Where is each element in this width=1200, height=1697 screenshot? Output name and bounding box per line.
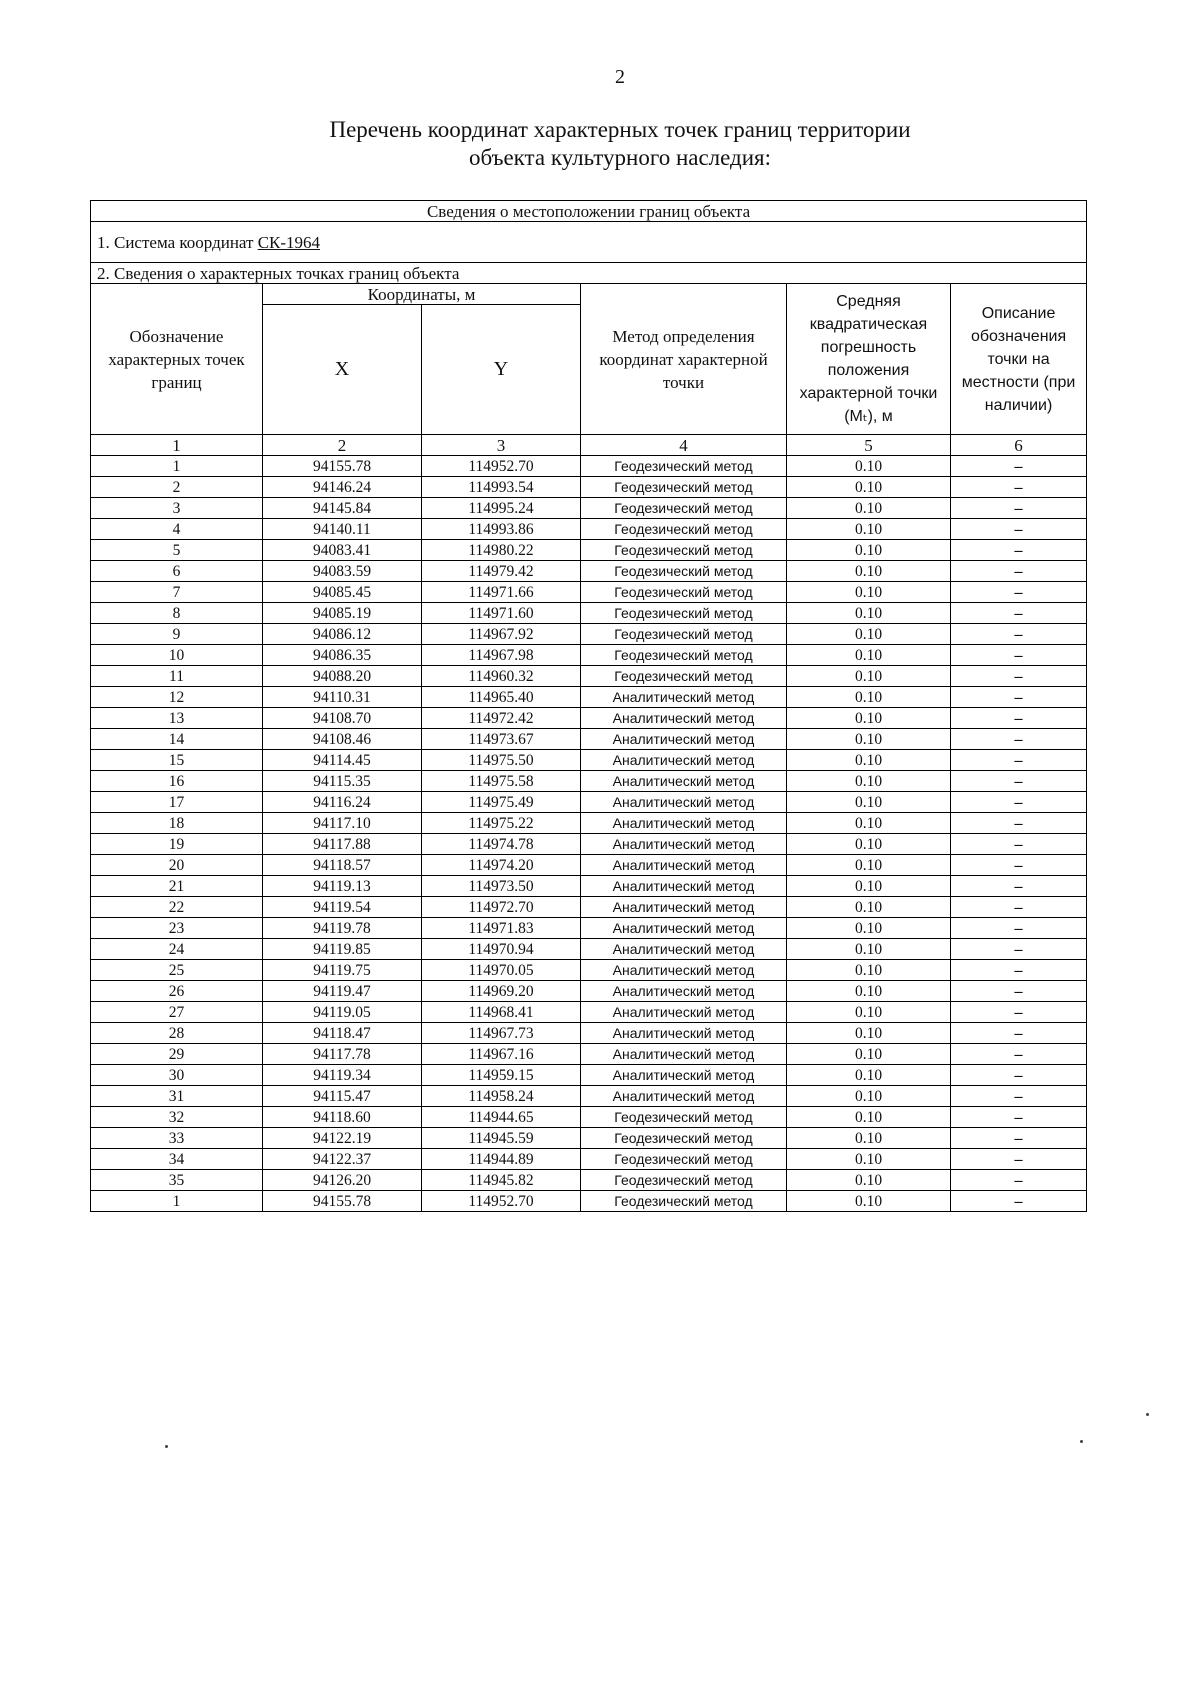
- cell-error: 0.10: [787, 687, 951, 708]
- cell-description: –: [951, 834, 1087, 855]
- table-row: [91, 918, 1087, 939]
- table-row: [91, 645, 1087, 666]
- cell-x: 94119.47: [263, 981, 422, 1002]
- cell-x: 94122.37: [263, 1149, 422, 1170]
- cell-point: 16: [91, 771, 263, 792]
- table-row: [91, 1170, 1087, 1191]
- table-row: [91, 960, 1087, 981]
- cell-description: –: [951, 1170, 1087, 1191]
- cell-x: 94119.75: [263, 960, 422, 981]
- column-numbers-row: [91, 435, 1087, 456]
- cell-description: –: [951, 939, 1087, 960]
- table-row: [91, 1128, 1087, 1149]
- coordinate-system-label: 1. Система координат: [97, 232, 258, 252]
- cell-y: 114944.65: [422, 1107, 581, 1128]
- cell-x: 94108.70: [263, 708, 422, 729]
- header-error: Средняя квадратическая погрешность положения характерной точки (Mₜ), м: [787, 284, 951, 435]
- table-row: [91, 519, 1087, 540]
- cell-error: 0.10: [787, 981, 951, 1002]
- cell-error: 0.10: [787, 624, 951, 645]
- cell-x: 94155.78: [263, 1191, 422, 1212]
- cell-x: 94117.10: [263, 813, 422, 834]
- cell-method: Аналитический метод: [581, 1002, 787, 1023]
- cell-error: 0.10: [787, 456, 951, 477]
- table-row: [91, 708, 1087, 729]
- table-row: [91, 1044, 1087, 1065]
- cell-y: 114945.59: [422, 1128, 581, 1149]
- cell-y: 114993.86: [422, 519, 581, 540]
- cell-x: 94119.34: [263, 1065, 422, 1086]
- cell-error: 0.10: [787, 1044, 951, 1065]
- cell-method: Геодезический метод: [581, 645, 787, 666]
- cell-x: 94085.45: [263, 582, 422, 603]
- cell-x: 94118.60: [263, 1107, 422, 1128]
- cell-method: Геодезический метод: [581, 561, 787, 582]
- cell-y: 114971.66: [422, 582, 581, 603]
- cell-method: Геодезический метод: [581, 582, 787, 603]
- cell-point: 13: [91, 708, 263, 729]
- cell-description: –: [951, 456, 1087, 477]
- cell-y: 114993.54: [422, 477, 581, 498]
- table-row: [91, 603, 1087, 624]
- table-row: [91, 477, 1087, 498]
- table-row: [91, 750, 1087, 771]
- cell-x: 94086.35: [263, 645, 422, 666]
- cell-description: –: [951, 1044, 1087, 1065]
- cell-y: 114995.24: [422, 498, 581, 519]
- cell-point: 5: [91, 540, 263, 561]
- cell-x: 94126.20: [263, 1170, 422, 1191]
- cell-point: 30: [91, 1065, 263, 1086]
- cell-method: Геодезический метод: [581, 1149, 787, 1170]
- cell-x: 94083.41: [263, 540, 422, 561]
- cell-description: –: [951, 561, 1087, 582]
- cell-error: 0.10: [787, 960, 951, 981]
- cell-point: 22: [91, 897, 263, 918]
- cell-x: 94118.57: [263, 855, 422, 876]
- table-row: [91, 855, 1087, 876]
- column-number: 3: [422, 435, 581, 456]
- table-row: [91, 687, 1087, 708]
- cell-y: 114973.50: [422, 876, 581, 897]
- cell-point: 27: [91, 1002, 263, 1023]
- cell-method: Аналитический метод: [581, 771, 787, 792]
- column-number: 4: [581, 435, 787, 456]
- cell-y: 114980.22: [422, 540, 581, 561]
- cell-x: 94083.59: [263, 561, 422, 582]
- cell-y: 114971.60: [422, 603, 581, 624]
- cell-error: 0.10: [787, 855, 951, 876]
- cell-method: Геодезический метод: [581, 1107, 787, 1128]
- coordinate-system-row: [91, 222, 1087, 263]
- table-row: [91, 1107, 1087, 1128]
- cell-point: 4: [91, 519, 263, 540]
- cell-x: 94155.78: [263, 456, 422, 477]
- cell-method: Аналитический метод: [581, 1023, 787, 1044]
- cell-x: 94108.46: [263, 729, 422, 750]
- table-row: [91, 540, 1087, 561]
- cell-point: 24: [91, 939, 263, 960]
- cell-description: –: [951, 666, 1087, 687]
- cell-method: Аналитический метод: [581, 708, 787, 729]
- cell-x: 94086.12: [263, 624, 422, 645]
- coordinate-system-value: СК-1964: [257, 232, 321, 252]
- cell-point: 3: [91, 498, 263, 519]
- cell-x: 94146.24: [263, 477, 422, 498]
- cell-method: Аналитический метод: [581, 1044, 787, 1065]
- cell-point: 20: [91, 855, 263, 876]
- header-description: Описание обозначения точки на местности (при наличии): [951, 284, 1087, 435]
- cell-error: 0.10: [787, 1191, 951, 1212]
- cell-error: 0.10: [787, 792, 951, 813]
- cell-x: 94119.13: [263, 876, 422, 897]
- cell-error: 0.10: [787, 1149, 951, 1170]
- cell-x: 94115.47: [263, 1086, 422, 1107]
- cell-method: Аналитический метод: [581, 960, 787, 981]
- title-line-1: Перечень координат характерных точек границ территории: [329, 117, 911, 142]
- cell-description: –: [951, 876, 1087, 897]
- cell-y: 114970.05: [422, 960, 581, 981]
- cell-error: 0.10: [787, 561, 951, 582]
- cell-error: 0.10: [787, 666, 951, 687]
- scan-speck: [165, 1445, 168, 1448]
- column-number: 2: [263, 435, 422, 456]
- cell-description: –: [951, 1128, 1087, 1149]
- table-row: [91, 1002, 1087, 1023]
- cell-point: 14: [91, 729, 263, 750]
- cell-y: 114972.42: [422, 708, 581, 729]
- cell-method: Геодезический метод: [581, 540, 787, 561]
- cell-error: 0.10: [787, 918, 951, 939]
- table-row: [91, 792, 1087, 813]
- cell-y: 114972.70: [422, 897, 581, 918]
- cell-x: 94119.54: [263, 897, 422, 918]
- cell-error: 0.10: [787, 708, 951, 729]
- cell-x: 94088.20: [263, 666, 422, 687]
- cell-error: 0.10: [787, 897, 951, 918]
- cell-error: 0.10: [787, 582, 951, 603]
- cell-description: –: [951, 519, 1087, 540]
- cell-point: 11: [91, 666, 263, 687]
- cell-y: 114967.16: [422, 1044, 581, 1065]
- cell-description: –: [951, 1149, 1087, 1170]
- cell-description: –: [951, 897, 1087, 918]
- cell-x: 94110.31: [263, 687, 422, 708]
- cell-error: 0.10: [787, 834, 951, 855]
- cell-error: 0.10: [787, 498, 951, 519]
- header-method: Метод определения координат характерной точки: [581, 284, 787, 435]
- cell-x: 94140.11: [263, 519, 422, 540]
- cell-point: 18: [91, 813, 263, 834]
- cell-x: 94115.35: [263, 771, 422, 792]
- cell-description: –: [951, 708, 1087, 729]
- cell-y: 114960.32: [422, 666, 581, 687]
- cell-description: –: [951, 582, 1087, 603]
- cell-error: 0.10: [787, 813, 951, 834]
- cell-y: 114971.83: [422, 918, 581, 939]
- cell-point: 32: [91, 1107, 263, 1128]
- table-row: [91, 729, 1087, 750]
- cell-point: 33: [91, 1128, 263, 1149]
- cell-y: 114975.50: [422, 750, 581, 771]
- cell-x: 94117.78: [263, 1044, 422, 1065]
- cell-method: Аналитический метод: [581, 750, 787, 771]
- cell-y: 114952.70: [422, 456, 581, 477]
- cell-description: –: [951, 645, 1087, 666]
- cell-x: 94119.85: [263, 939, 422, 960]
- cell-error: 0.10: [787, 477, 951, 498]
- cell-y: 114973.67: [422, 729, 581, 750]
- cell-point: 21: [91, 876, 263, 897]
- cell-description: –: [951, 750, 1087, 771]
- header-y: Y: [422, 305, 581, 435]
- cell-y: 114965.40: [422, 687, 581, 708]
- cell-point: 23: [91, 918, 263, 939]
- cell-error: 0.10: [787, 540, 951, 561]
- cell-y: 114958.24: [422, 1086, 581, 1107]
- cell-description: –: [951, 960, 1087, 981]
- coordinates-sheet: [90, 200, 1086, 1212]
- cell-method: Геодезический метод: [581, 1128, 787, 1149]
- cell-error: 0.10: [787, 771, 951, 792]
- cell-y: 114944.89: [422, 1149, 581, 1170]
- cell-method: Аналитический метод: [581, 687, 787, 708]
- cell-y: 114945.82: [422, 1170, 581, 1191]
- cell-method: Аналитический метод: [581, 918, 787, 939]
- cell-point: 9: [91, 624, 263, 645]
- cell-point: 35: [91, 1170, 263, 1191]
- cell-x: 94119.05: [263, 1002, 422, 1023]
- cell-point: 28: [91, 1023, 263, 1044]
- header-designation: Обозначение характерных точек границ: [91, 284, 263, 435]
- cell-method: Геодезический метод: [581, 603, 787, 624]
- table-row: [91, 666, 1087, 687]
- cell-point: 26: [91, 981, 263, 1002]
- cell-x: 94119.78: [263, 918, 422, 939]
- table-row: [91, 456, 1087, 477]
- table-row: [91, 834, 1087, 855]
- column-number: 1: [91, 435, 263, 456]
- cell-method: Аналитический метод: [581, 939, 787, 960]
- cell-point: 17: [91, 792, 263, 813]
- cell-error: 0.10: [787, 1023, 951, 1044]
- cell-x: 94116.24: [263, 792, 422, 813]
- cell-y: 114959.15: [422, 1065, 581, 1086]
- cell-error: 0.10: [787, 1002, 951, 1023]
- cell-x: 94085.19: [263, 603, 422, 624]
- section-title: Сведения о местоположении границ объекта: [91, 201, 1087, 222]
- cell-point: 31: [91, 1086, 263, 1107]
- cell-description: –: [951, 1191, 1087, 1212]
- table-row: [91, 813, 1087, 834]
- cell-y: 114967.73: [422, 1023, 581, 1044]
- table-row: [91, 939, 1087, 960]
- cell-point: 6: [91, 561, 263, 582]
- cell-method: Аналитический метод: [581, 1065, 787, 1086]
- cell-error: 0.10: [787, 1170, 951, 1191]
- cell-y: 114952.70: [422, 1191, 581, 1212]
- cell-method: Аналитический метод: [581, 834, 787, 855]
- table-row: [91, 876, 1087, 897]
- cell-point: 7: [91, 582, 263, 603]
- cell-method: Аналитический метод: [581, 897, 787, 918]
- cell-method: Аналитический метод: [581, 981, 787, 1002]
- cell-method: Геодезический метод: [581, 1191, 787, 1212]
- cell-y: 114975.49: [422, 792, 581, 813]
- cell-description: –: [951, 1086, 1087, 1107]
- cell-y: 114968.41: [422, 1002, 581, 1023]
- cell-point: 8: [91, 603, 263, 624]
- cell-method: Геодезический метод: [581, 666, 787, 687]
- cell-error: 0.10: [787, 729, 951, 750]
- table-row: [91, 582, 1087, 603]
- cell-method: Геодезический метод: [581, 477, 787, 498]
- cell-description: –: [951, 1107, 1087, 1128]
- cell-method: Аналитический метод: [581, 855, 787, 876]
- scan-speck: [1080, 1440, 1083, 1443]
- table-row: [91, 897, 1087, 918]
- cell-description: –: [951, 687, 1087, 708]
- cell-method: Аналитический метод: [581, 876, 787, 897]
- cell-y: 114967.98: [422, 645, 581, 666]
- title-line-2: объекта культурного наследия:: [468, 145, 772, 170]
- cell-method: Геодезический метод: [581, 498, 787, 519]
- cell-description: –: [951, 1023, 1087, 1044]
- cell-point: 19: [91, 834, 263, 855]
- cell-method: Геодезический метод: [581, 456, 787, 477]
- cell-x: 94117.88: [263, 834, 422, 855]
- cell-description: –: [951, 603, 1087, 624]
- cell-error: 0.10: [787, 750, 951, 771]
- table-row: [91, 561, 1087, 582]
- cell-description: –: [951, 918, 1087, 939]
- cell-y: 114979.42: [422, 561, 581, 582]
- cell-method: Геодезический метод: [581, 624, 787, 645]
- cell-description: –: [951, 813, 1087, 834]
- table-row: [91, 624, 1087, 645]
- cell-error: 0.10: [787, 519, 951, 540]
- cell-point: 25: [91, 960, 263, 981]
- cell-description: –: [951, 498, 1087, 519]
- cell-y: 114969.20: [422, 981, 581, 1002]
- cell-y: 114974.78: [422, 834, 581, 855]
- column-number: 6: [951, 435, 1087, 456]
- cell-description: –: [951, 729, 1087, 750]
- scan-speck: [1146, 1413, 1149, 1416]
- cell-y: 114974.20: [422, 855, 581, 876]
- table-row: [91, 1023, 1087, 1044]
- table-row: [91, 981, 1087, 1002]
- cell-y: 114975.58: [422, 771, 581, 792]
- table-row: [91, 1086, 1087, 1107]
- cell-x: 94122.19: [263, 1128, 422, 1149]
- cell-error: 0.10: [787, 1086, 951, 1107]
- cell-error: 0.10: [787, 1128, 951, 1149]
- cell-error: 0.10: [787, 645, 951, 666]
- cell-description: –: [951, 771, 1087, 792]
- cell-y: 114970.94: [422, 939, 581, 960]
- cell-x: 94118.47: [263, 1023, 422, 1044]
- cell-method: Аналитический метод: [581, 813, 787, 834]
- cell-point: 1: [91, 1191, 263, 1212]
- header-coordinates: Координаты, м: [263, 284, 581, 305]
- cell-point: 10: [91, 645, 263, 666]
- page-number: 2: [615, 66, 625, 88]
- table-row: [91, 1149, 1087, 1170]
- cell-y: 114967.92: [422, 624, 581, 645]
- cell-error: 0.10: [787, 1107, 951, 1128]
- cell-point: 15: [91, 750, 263, 771]
- cell-x: 94114.45: [263, 750, 422, 771]
- table-row: [91, 498, 1087, 519]
- cell-point: 2: [91, 477, 263, 498]
- cell-error: 0.10: [787, 939, 951, 960]
- table-row: [91, 771, 1087, 792]
- cell-description: –: [951, 624, 1087, 645]
- cell-description: –: [951, 981, 1087, 1002]
- cell-method: Аналитический метод: [581, 792, 787, 813]
- cell-description: –: [951, 540, 1087, 561]
- document-title: [0, 116, 1200, 172]
- cell-method: Аналитический метод: [581, 1086, 787, 1107]
- column-number: 5: [787, 435, 951, 456]
- cell-method: Геодезический метод: [581, 519, 787, 540]
- table-row: [91, 1191, 1087, 1212]
- coordinates-table: [90, 200, 1087, 1212]
- cell-point: 1: [91, 456, 263, 477]
- cell-point: 29: [91, 1044, 263, 1065]
- cell-description: –: [951, 477, 1087, 498]
- table-row: [91, 1065, 1087, 1086]
- cell-error: 0.10: [787, 1065, 951, 1086]
- points-section-label: 2. Сведения о характерных точках границ объекта: [91, 263, 1087, 284]
- cell-y: 114975.22: [422, 813, 581, 834]
- coordinates-data-body: [91, 456, 1087, 1212]
- cell-error: 0.10: [787, 876, 951, 897]
- cell-description: –: [951, 792, 1087, 813]
- header-x: X: [263, 305, 422, 435]
- cell-description: –: [951, 1065, 1087, 1086]
- cell-error: 0.10: [787, 603, 951, 624]
- cell-description: –: [951, 855, 1087, 876]
- cell-method: Геодезический метод: [581, 1170, 787, 1191]
- cell-x: 94145.84: [263, 498, 422, 519]
- cell-description: –: [951, 1002, 1087, 1023]
- cell-method: Аналитический метод: [581, 729, 787, 750]
- cell-point: 34: [91, 1149, 263, 1170]
- cell-point: 12: [91, 687, 263, 708]
